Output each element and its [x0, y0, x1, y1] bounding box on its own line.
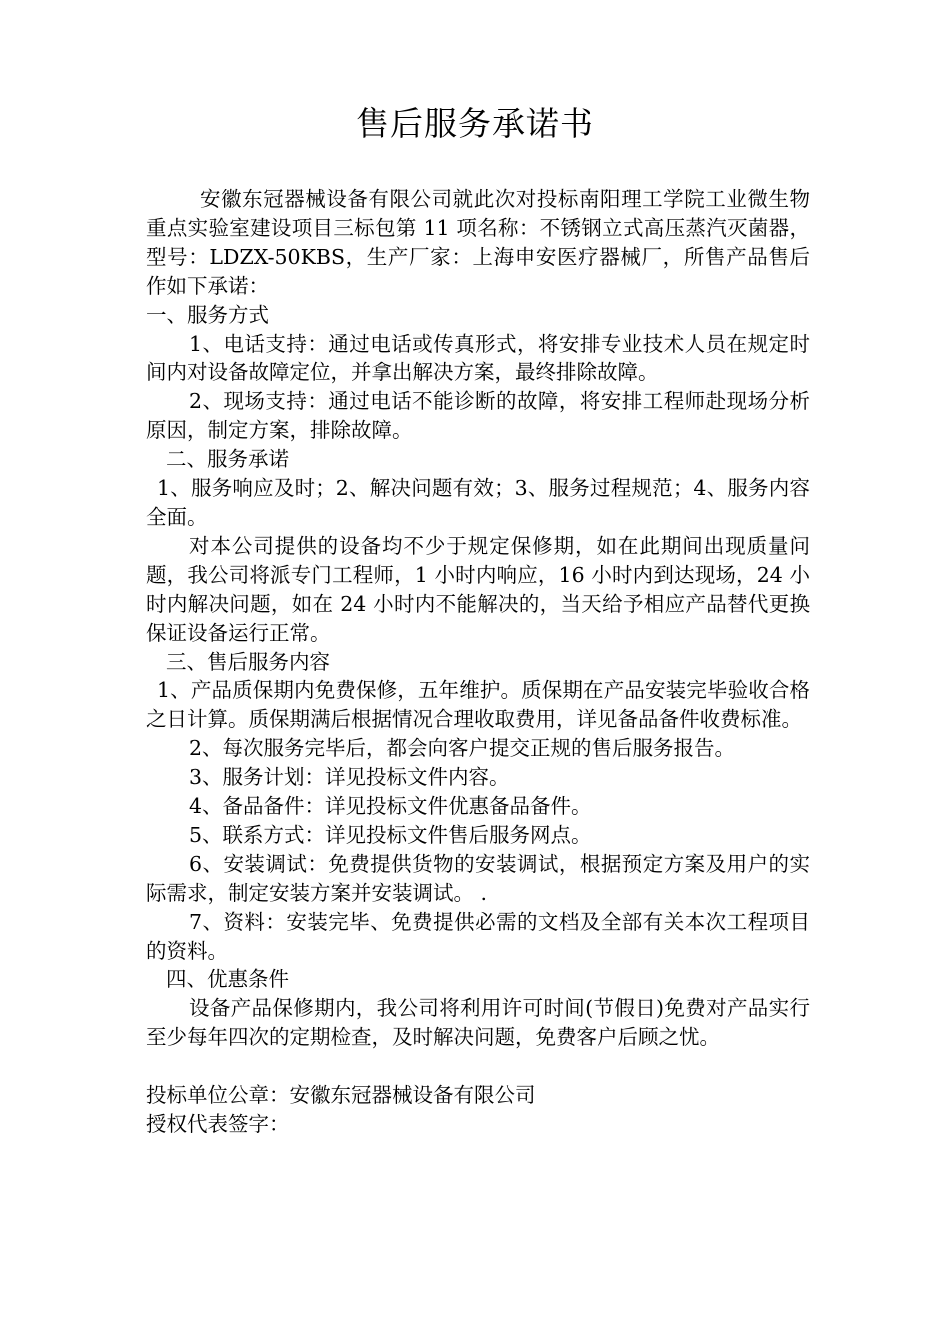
section-heading-service-mode: 一、服务方式 — [146, 302, 269, 327]
service-mode-item-phone: 1、电话支持：通过电话或传真形式，将安排专业技术人员在规定时间内对设备故障定位，并拿出解决方案，最终排除故障。 — [146, 331, 810, 385]
authorized-signature-line: 授权代表签字： — [146, 1111, 290, 1136]
after-sales-item-1: 1、产品质保期内免费保修，五年维护。质保期在产品安装完毕验收合格之日计算。质保期满后根据情况合理收取费用，详见备品备件收费标准。 — [146, 678, 810, 732]
after-sales-item-5: 5、联系方式：详见投标文件售后服务网点。 — [189, 822, 592, 847]
commitment-detail: 对本公司提供的设备均不少于规定保修期，如在此期间出现质量问题，我公司将派专门工程师，1 小时内响应，16 小时内到达现场，24 小时内解决问题，如在 24 小时内不能解决的，当天给予相应产品替代更换保证设备运行正常。 — [146, 533, 810, 645]
blank-line — [146, 1052, 810, 1081]
after-sales-item-6: 6、安装调试：免费提供货物的安装调试，根据预定方案及用户的实际需求，制定安装方案并安装调试。 . — [146, 851, 810, 905]
after-sales-item-7: 7、资料：安装完毕、免费提供必需的文档及全部有关本次工程项目的资料。 — [146, 909, 810, 963]
service-mode-item-onsite: 2、现场支持：通过电话不能诊断的故障，将安排工程师赴现场分析原因，制定方案，排除故障。 — [146, 389, 810, 443]
document-body — [146, 185, 810, 1139]
after-sales-item-3: 3、服务计划：详见投标文件内容。 — [189, 765, 510, 790]
after-sales-item-4: 4、备品备件：详见投标文件优惠备品备件。 — [189, 794, 592, 819]
preferential-terms-text: 设备产品保修期内，我公司将利用许可时间(节假日)免费对产品实行至少每年四次的定期检查，及时解决问题，免费客户后顾之忧。 — [146, 996, 810, 1050]
commitment-summary: 1、服务响应及时；2、解决问题有效；3、服务过程规范；4、服务内容全面。 — [146, 476, 810, 529]
section-heading-service-commitment: 二、服务承诺 — [166, 447, 289, 472]
section-heading-preferential-terms: 四、优惠条件 — [166, 967, 289, 992]
section-heading-after-sales-content: 三、售后服务内容 — [166, 649, 330, 674]
intro-paragraph: 安徽东冠器械设备有限公司就此次对投标南阳理工学院工业微生物重点实验室建设项目三标包第 11 项名称：不锈钢立式高压蒸汽灭菌器，型号：LDZX-50KBS，生产厂家：上海申安医疗器械厂，所售产品售后作如下承诺： — [146, 187, 810, 298]
bidder-seal-line: 投标单位公章：安徽东冠器械设备有限公司 — [146, 1083, 536, 1108]
after-sales-item-2: 2、每次服务完毕后，都会向客户提交正规的售后服务报告。 — [189, 736, 736, 761]
document-title: 售后服务承诺书 — [356, 104, 594, 143]
